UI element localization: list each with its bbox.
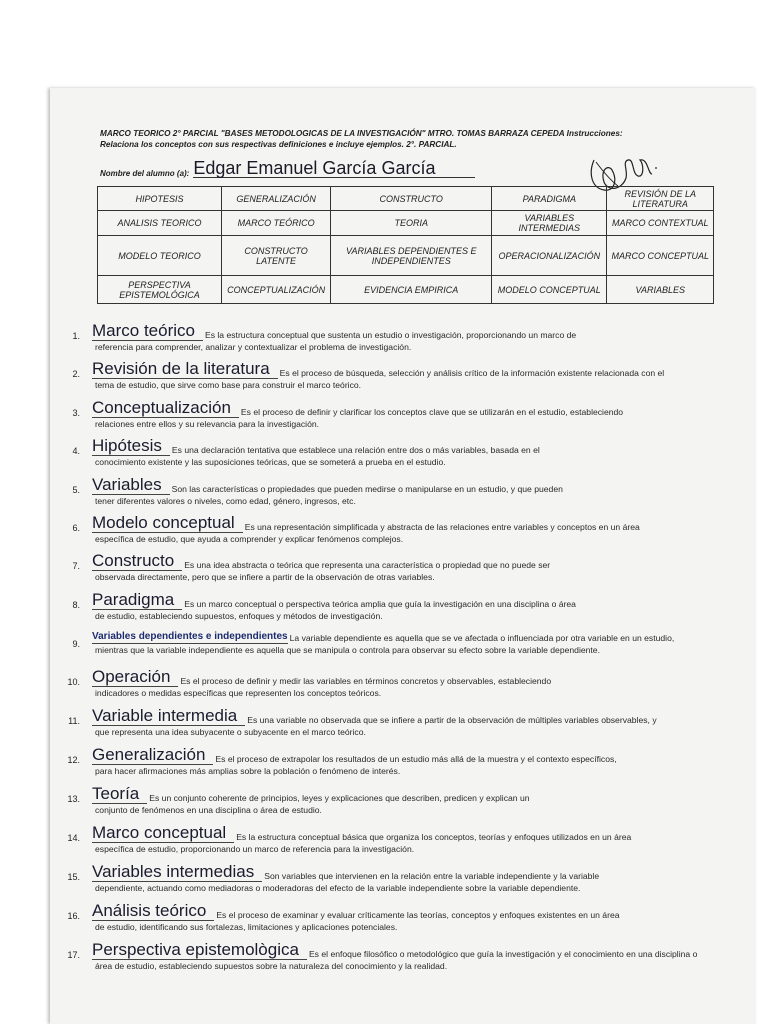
table-row xyxy=(98,187,714,211)
table-cell: MARCO TEÓRICO xyxy=(221,211,330,236)
item-number: 15. xyxy=(67,872,80,882)
definition-text: Es el enfoque filosófico o metodológico que guía la investigación y el conocimiento en una disciplina o xyxy=(308,949,698,959)
handwritten-answer: Modelo conceptual xyxy=(92,514,243,533)
table-cell: CONSTRUCTO xyxy=(331,187,492,211)
definition-text: Es una variable no observada que se infiere a partir de la observación de múltiples variables observables, y xyxy=(247,715,657,725)
definition-continuation: área de estudio, estableciendo supuestos sobre la naturaleza del conocimiento y la realidad. xyxy=(95,961,448,971)
item-number: 6. xyxy=(72,523,80,533)
header-line-1: MARCO TEORICO 2° PARCIAL "BASES METODOLOGICAS DE LA INVESTIGACIÓN" MTRO. TOMAS BARRAZA CEPEDA Instrucciones: xyxy=(100,129,623,138)
item-number: 9. xyxy=(72,639,80,649)
item-number: 3. xyxy=(72,408,80,418)
student-name-label: Nombre del alumno (a): xyxy=(100,169,190,178)
student-name-row xyxy=(100,158,620,178)
list-item xyxy=(58,360,738,399)
definition-continuation: tener diferentes valores o niveles, como edad, género, ingresos, etc. xyxy=(95,496,356,506)
student-name: Edgar Emanuel García García xyxy=(193,159,475,178)
handwritten-answer: Hipótesis xyxy=(92,437,170,456)
list-item xyxy=(58,630,738,668)
header-line-2: Relaciona los conceptos con sus respectivas definiciones e incluye ejemplos. 2°. PARCIAL. xyxy=(100,140,457,149)
table-cell: OPERACIONALIZACIÓN xyxy=(492,236,607,276)
concepts-table xyxy=(97,186,714,304)
list-item xyxy=(58,824,738,863)
list-item xyxy=(58,785,738,824)
definition-continuation: conocimiento existente y las suposiciones teóricas, que se someterá a prueba en el estudio. xyxy=(95,457,446,467)
handwritten-answer: Paradigma xyxy=(92,591,182,610)
definitions-list xyxy=(58,322,738,981)
list-item xyxy=(58,707,738,746)
definition-text: Es el proceso de examinar y evaluar críticamente las teorías, conceptos y enfoques existentes en un área xyxy=(216,910,620,920)
item-number: 2. xyxy=(72,369,80,379)
table-cell: VARIABLES DEPENDIENTES E INDEPENDIENTES xyxy=(331,236,492,276)
item-number: 11. xyxy=(68,716,80,726)
definition-text: Es una declaración tentativa que establece una relación entre dos o más variables, basada en el xyxy=(171,445,540,455)
table-cell: PARADIGMA xyxy=(492,187,607,211)
list-item xyxy=(58,902,738,941)
table-row xyxy=(98,211,714,236)
handwritten-answer: Variables dependientes e independientes xyxy=(92,631,288,642)
table-cell: HIPOTESIS xyxy=(98,187,222,211)
handwritten-answer: Operación xyxy=(92,668,178,687)
handwritten-answer: Constructo xyxy=(92,552,182,571)
table-cell: TEORIA xyxy=(331,211,492,236)
handwritten-answer: Conceptualización xyxy=(92,399,239,418)
definition-continuation: tema de estudio, que sirve como base para construir el marco teórico. xyxy=(95,380,362,390)
definition-text: Es una idea abstracta o teórica que representa una característica o propiedad que no puede ser xyxy=(184,560,551,570)
definition-text: Es el proceso de definir y medir las variables en términos concretos y observables, estableciendo xyxy=(180,676,552,686)
table-cell: CONCEPTUALIZACIÓN xyxy=(221,276,330,304)
item-number: 4. xyxy=(72,446,80,456)
table-cell: MODELO CONCEPTUAL xyxy=(492,276,607,304)
handwritten-answer: Análisis teórico xyxy=(92,902,214,921)
list-item xyxy=(58,514,738,552)
handwritten-answer: Variable intermedia xyxy=(92,707,245,726)
table-row xyxy=(98,276,714,304)
definition-text: Es la estructura conceptual básica que organiza los conceptos, teorías y enfoques utilizados en un área xyxy=(236,832,632,842)
definition-continuation: mientras que la variable independiente es aquella que se manipula o controla para observar su efecto sobre la variable dependiente. xyxy=(95,645,600,655)
item-number: 5. xyxy=(72,485,80,495)
definition-continuation: observada directamente, pero que se infiere a partir de la observación de otras variables. xyxy=(95,572,435,582)
definition-text: Es el proceso de extrapolar los resultados de un estudio más allá de la muestra y el contexto específicos, xyxy=(215,754,617,764)
handwritten-answer: Revisión de la literatura xyxy=(92,360,278,379)
definition-continuation: indicadores o medidas específicas que representen los conceptos teóricos. xyxy=(95,688,382,698)
definition-text: Son las características o propiedades que pueden medirse o manipularse en un estudio, y que pueden xyxy=(171,484,563,494)
handwritten-answer: Generalización xyxy=(92,746,213,765)
definition-continuation: específica de estudio, que ayuda a comprender y explicar fenómenos complejos. xyxy=(95,534,404,544)
list-item xyxy=(58,863,738,902)
definition-text: Es el proceso de búsqueda, selección y análisis crítico de la información existente relacionada con el xyxy=(279,368,665,378)
list-item xyxy=(58,552,738,591)
item-number: 12. xyxy=(67,755,80,765)
handwritten-answer: Marco conceptual xyxy=(92,824,234,843)
item-number: 7. xyxy=(72,561,80,571)
definition-continuation: que representa una idea subyacente o subyacente en el marco teórico. xyxy=(95,727,366,737)
item-number: 10. xyxy=(67,677,80,687)
table-cell: GENERALIZACIÓN xyxy=(221,187,330,211)
handwritten-answer: Variables intermedias xyxy=(92,863,262,882)
definition-text: Son variables que intervienen en la relación entre la variable independiente y la variable xyxy=(264,871,600,881)
definition-text: Es el proceso de definir y clarificar los conceptos clave que se utilizarán en el estudio, estableciendo xyxy=(240,407,624,417)
definition-continuation: dependiente, actuando como mediadoras o moderadoras del efecto de la variable independiente sobre la variable dependiente. xyxy=(95,883,581,893)
list-item xyxy=(58,437,738,476)
table-cell: MODELO TEORICO xyxy=(98,236,222,276)
definition-continuation: de estudio, identificando sus fortalezas, limitaciones y aplicaciones potenciales. xyxy=(95,922,398,932)
handwritten-answer: Perspectiva epistemològica xyxy=(92,941,307,960)
definition-text: Es la estructura conceptual que sustenta un estudio o investigación, proporcionando un marco de xyxy=(204,330,577,340)
definition-continuation: de estudio, estableciendo supuestos, enfoques y métodos de investigación. xyxy=(95,611,383,621)
definition-continuation: relaciones entre ellos y su relevancia para la investigación. xyxy=(95,419,320,429)
item-number: 16. xyxy=(67,911,80,921)
list-item xyxy=(58,476,738,514)
table-cell: MARCO CONTEXTUAL xyxy=(607,211,714,236)
list-item xyxy=(58,322,738,360)
table-cell: MARCO CONCEPTUAL xyxy=(607,236,714,276)
list-item xyxy=(58,591,738,630)
table-cell: CONSTRUCTO LATENTE xyxy=(221,236,330,276)
item-number: 1. xyxy=(72,331,80,341)
definition-text: Es un conjunto coherente de principios, leyes y explicaciones que describen, predicen y explican un xyxy=(149,793,530,803)
list-item xyxy=(58,941,738,981)
item-number: 17. xyxy=(67,950,80,960)
table-cell: REVISIÓN DE LA LITERATURA xyxy=(607,187,714,211)
handwritten-answer: Teoría xyxy=(92,785,147,804)
list-item xyxy=(58,399,738,437)
definition-text: Es un marco conceptual o perspectiva teórica amplia que guía la investigación en una disciplina o área xyxy=(184,599,576,609)
table-cell: ANALISIS TEORICO xyxy=(98,211,222,236)
item-number: 14. xyxy=(67,833,80,843)
definition-continuation: referencia para comprender, analizar y contextualizar el problema de investigación. xyxy=(95,342,412,352)
table-row xyxy=(98,236,714,276)
list-item xyxy=(58,746,738,785)
handwritten-answer: Variables xyxy=(92,476,170,495)
table-cell: VARIABLES xyxy=(607,276,714,304)
definition-continuation: conjunto de fenómenos en una disciplina o área de estudio. xyxy=(95,805,322,815)
table-cell: EVIDENCIA EMPIRICA xyxy=(331,276,492,304)
item-number: 13. xyxy=(67,794,80,804)
item-number: 8. xyxy=(72,600,80,610)
definition-continuation: específica de estudio, proporcionando un marco de referencia para la investigación. xyxy=(95,844,415,854)
definition-text: La variable dependiente es aquella que se ve afectada o influenciada por otra variable en un estudio, xyxy=(289,633,675,643)
definition-continuation: para hacer afirmaciones más amplias sobre la población o fenómeno de interés. xyxy=(95,766,401,776)
definition-text: Es una representación simplificada y abstracta de las relaciones entre variables y conceptos en un área xyxy=(244,522,640,532)
table-cell: VARIABLES INTERMEDIAS xyxy=(492,211,607,236)
table-cell: PERSPECTIVA EPISTEMOLÓGICA xyxy=(98,276,222,304)
handwritten-answer: Marco teórico xyxy=(92,322,203,341)
list-item xyxy=(58,668,738,707)
